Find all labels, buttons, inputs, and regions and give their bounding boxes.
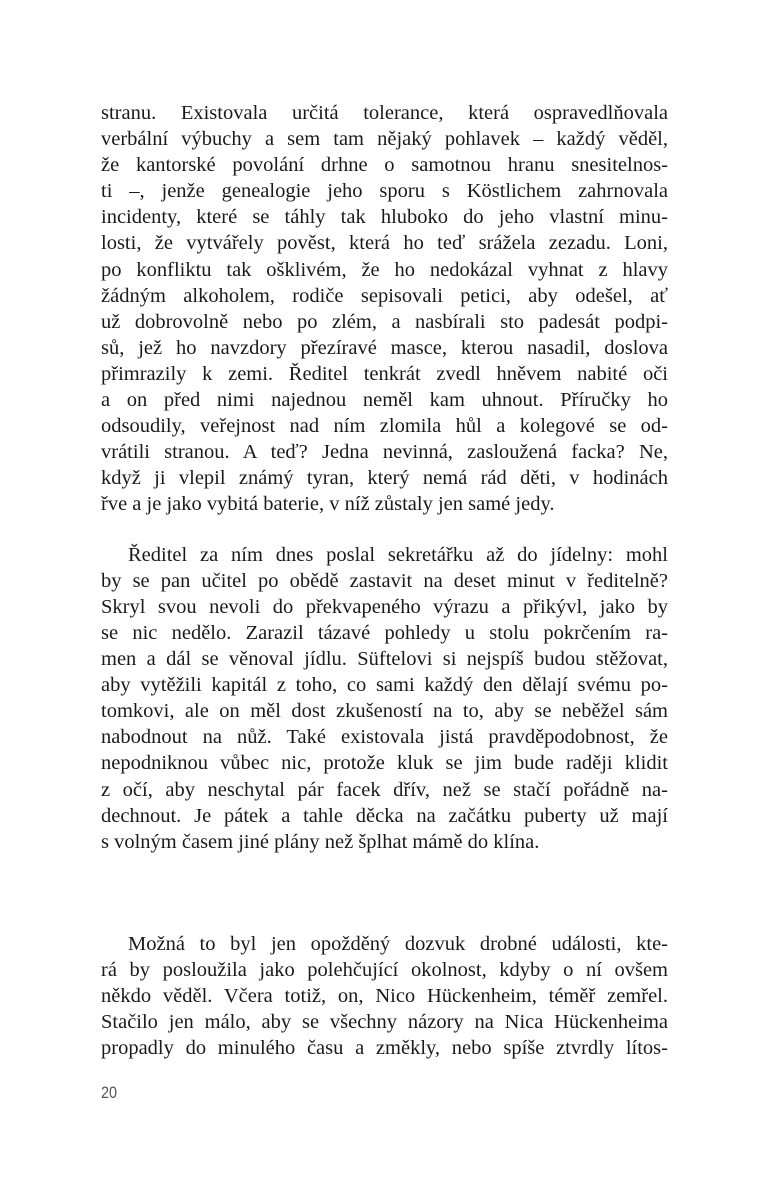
text-line: řve a je jako vybitá baterie, v níž zůstaly jen samé jedy. <box>101 493 555 516</box>
text-line: po konfliktu tak ošklivém, že ho nedokázal vyhnat z hlavy <box>101 258 668 281</box>
paragraph-mozna <box>101 931 668 1061</box>
text-line: přimrazily k zemi. Ředitel tenkrát zvedl hněvem nabité oči <box>101 362 668 385</box>
text-line: Skryl svou nevoli do překvapeného výrazu a přikývl, jako by <box>101 595 668 618</box>
text-line: Možná to byl jen opožděný dozvuk drobné události, kte- <box>128 933 668 955</box>
text-line: tomkovi, ale on měl dost zkušeností na to, aby se neběžel sám <box>101 700 668 723</box>
text-line: ti –, jenže genealogie jeho sporu s Köstlichem zahrnovala <box>101 180 668 203</box>
text-line: žádným alkoholem, rodiče sepisovali petici, aby odešel, ať <box>101 284 668 307</box>
text-line: sů, jež ho navzdory přezíravé masce, kterou nasadil, doslova <box>101 336 668 359</box>
paragraph-reditel <box>101 542 668 855</box>
text-line: aby vytěžili kapitál z toho, co sami každý den dělají svému po- <box>101 674 668 697</box>
text-line: se nic nedělo. Zarazil tázavé pohledy u stolu pokrčením ra- <box>101 621 668 644</box>
page-number: 20 <box>101 1083 118 1102</box>
text-line: nepodniknou vůbec nic, protože kluk se jim bude raději klidit <box>101 752 668 775</box>
text-line: když ji vlepil známý tyran, který nemá rád děti, v hodinách <box>101 467 668 490</box>
text-line: rá by posloužila jako polehčující okolnost, kdyby o ní ovšem <box>101 959 668 982</box>
text-line: a on před nimi najednou neměl kam uhnout. Příručky ho <box>101 389 668 412</box>
paragraph-continued <box>101 100 668 518</box>
text-line: vrátili stranou. A teď? Jedna nevinná, zasloužená facka? Ne, <box>101 441 668 464</box>
text-line: už dobrovolně nebo po zlém, a nasbírali sto padesát podpi- <box>101 310 668 333</box>
text-line: losti, že vytvářely pověst, která ho teď srážela zezadu. Loni, <box>101 232 668 255</box>
text-line: incidenty, které se táhly tak hluboko do jeho vlastní minu- <box>101 206 668 229</box>
text-line: stranu. Existovala určitá tolerance, která ospravedlňovala <box>101 102 668 124</box>
text-line: by se pan učitel po obědě zastavit na deset minut v ředitelně? <box>101 569 668 592</box>
text-line: odsoudily, veřejnost nad ním zlomila hůl a kolegové se od- <box>101 415 668 438</box>
text-line: Ředitel za ním dnes poslal sekretářku až do jídelny: mohl <box>128 543 668 566</box>
text-line: propadly do minulého času a změkly, nebo spíše ztvrdly lítos- <box>101 1037 668 1060</box>
text-line: verbální výbuchy a sem tam nějaký pohlavek – každý věděl, <box>101 128 668 151</box>
text-line: dechnout. Je pátek a tahle děcka na začátku puberty už mají <box>101 804 668 827</box>
text-line: z očí, aby neschytal pár facek dřív, než se stačí pořádně na- <box>101 778 668 801</box>
text-line: s volným časem jiné plány než šplhat mámě do klína. <box>101 830 540 853</box>
text-line: Stačilo jen málo, aby se všechny názory na Nica Hückenheima <box>101 1011 668 1034</box>
text-line: men a dál se věnoval jídlu. Süftelovi si nejspíš budou stěžovat, <box>101 648 668 671</box>
text-line: nabodnout na nůž. Také existovala jistá pravděpodobnost, že <box>101 726 668 749</box>
text-line: že kantorské povolání drhne o samotnou hranu snesitelnos- <box>101 154 668 177</box>
text-line: někdo věděl. Včera totiž, on, Nico Hückenheim, téměř zemřel. <box>101 985 668 1008</box>
